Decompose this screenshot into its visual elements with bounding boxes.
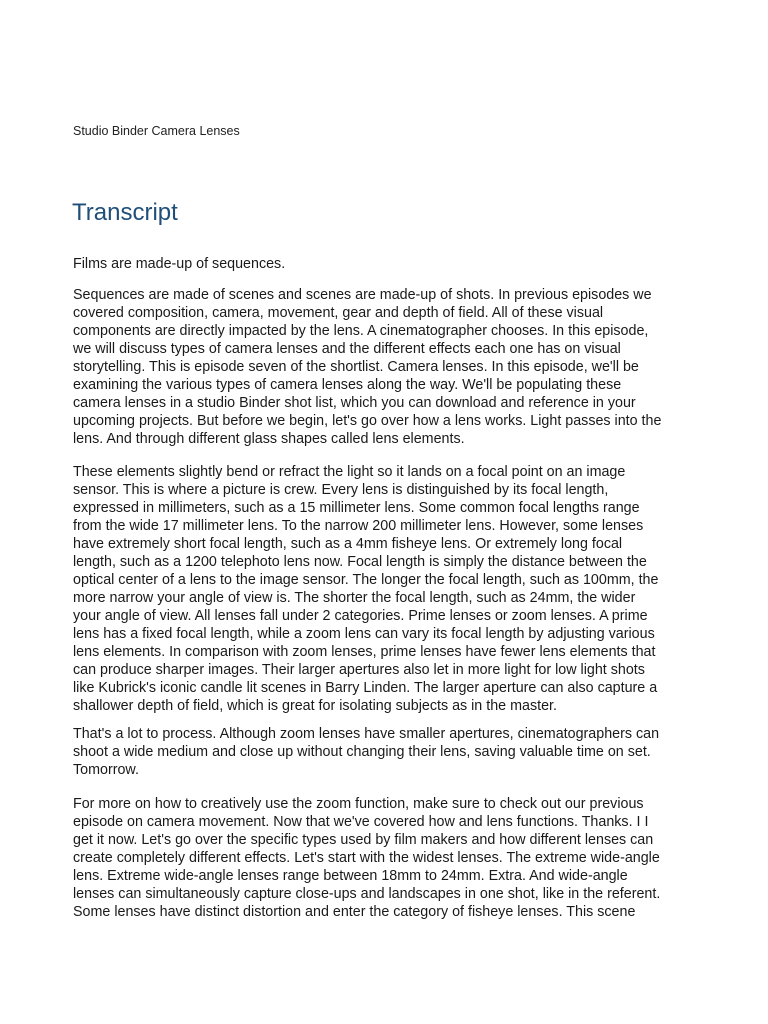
text-line: from the wide 17 millimeter lens. To the narrow 200 millimeter lens. However, some lenses: [73, 518, 644, 534]
text-line: camera lenses in a studio Binder shot list, which you can download and reference in your: [73, 395, 636, 411]
text-line: Films are made-up of sequences.: [73, 256, 286, 272]
text-line: we will discuss types of camera lenses and the different effects each one has on visual: [73, 341, 621, 357]
text-line: episode on camera movement. Now that we've covered how and lens functions. Thanks. I I: [73, 814, 649, 830]
transcript-heading: Transcript: [72, 199, 178, 226]
text-line: Some lenses have distinct distortion and enter the category of fisheye lenses. This scene: [73, 904, 636, 920]
paragraph: [73, 725, 713, 779]
paragraph: [73, 795, 713, 921]
text-line: Sequences are made of scenes and scenes are made-up of shots. In previous episodes we: [73, 287, 652, 303]
text-line: lenses can simultaneously capture close-ups and landscapes in one shot, like in the referent.: [73, 886, 661, 902]
text-line: like Kubrick's iconic candle lit scenes in Barry Linden. The larger aperture can also capture a: [73, 680, 658, 696]
text-line: examining the various types of camera lenses along the way. We'll be populating these: [73, 377, 622, 393]
text-line: can produce sharper images. Their larger apertures also let in more light for low light shots: [73, 662, 645, 678]
text-line: components are directly impacted by the lens. A cinematographer chooses. In this episode,: [73, 323, 649, 339]
text-line: create completely different effects. Let's start with the widest lenses. The extreme wide-angle: [73, 850, 660, 866]
text-line: optical center of a lens to the image sensor. The longer the focal length, such as 100mm, the: [73, 572, 659, 588]
text-line: have extremely short focal length, such as a 4mm fisheye lens. Or extremely long focal: [73, 536, 623, 552]
text-line: more narrow your angle of view is. The shorter the focal length, such as 24mm, the wider: [73, 590, 636, 606]
text-line: For more on how to creatively use the zoom function, make sure to check out our previous: [73, 796, 644, 812]
text-line: lens. Extreme wide-angle lenses range between 18mm to 24mm. Extra. And wide-angle: [73, 868, 628, 884]
text-line: shallower depth of field, which is great for isolating subjects as in the master.: [73, 698, 557, 714]
text-line: expressed in millimeters, such as a 15 millimeter lens. Some common focal lengths range: [73, 500, 640, 516]
text-line: shoot a wide medium and close up without changing their lens, saving valuable time on set.: [73, 744, 651, 760]
text-line: That's a lot to process. Although zoom lenses have smaller apertures, cinematographers can: [73, 726, 660, 742]
paragraph: [73, 463, 713, 715]
text-line: lens. And through different glass shapes called lens elements.: [73, 431, 465, 447]
text-line: your angle of view. All lenses fall under 2 categories. Prime lenses or zoom lenses. A prime: [73, 608, 648, 624]
paragraph: [73, 255, 713, 273]
text-line: length, such as a 1200 telephoto lens now. Focal length is simply the distance between the: [73, 554, 647, 570]
transcript-body: [73, 255, 713, 921]
text-line: get it now. Let's go over the specific types used by film makers and how different lenses can: [73, 832, 654, 848]
document-header-title: Studio Binder Camera Lenses: [73, 124, 240, 138]
text-line: storytelling. This is episode seven of the shortlist. Camera lenses. In this episode, we'll be: [73, 359, 639, 375]
text-line: lens elements. In comparison with zoom lenses, prime lenses have fewer lens elements that: [73, 644, 656, 660]
text-line: sensor. This is where a picture is crew. Every lens is distinguished by its focal length,: [73, 482, 609, 498]
text-line: Tomorrow.: [73, 762, 139, 778]
text-line: upcoming projects. But before we begin, let's go over how a lens works. Light passes into the: [73, 413, 662, 429]
text-line: These elements slightly bend or refract the light so it lands on a focal point on an image: [73, 464, 626, 480]
paragraph: [73, 286, 713, 448]
text-line: lens has a fixed focal length, while a zoom lens can vary its focal length by adjusting various: [73, 626, 655, 642]
text-line: covered composition, camera, movement, gear and depth of field. All of these visual: [73, 305, 604, 321]
